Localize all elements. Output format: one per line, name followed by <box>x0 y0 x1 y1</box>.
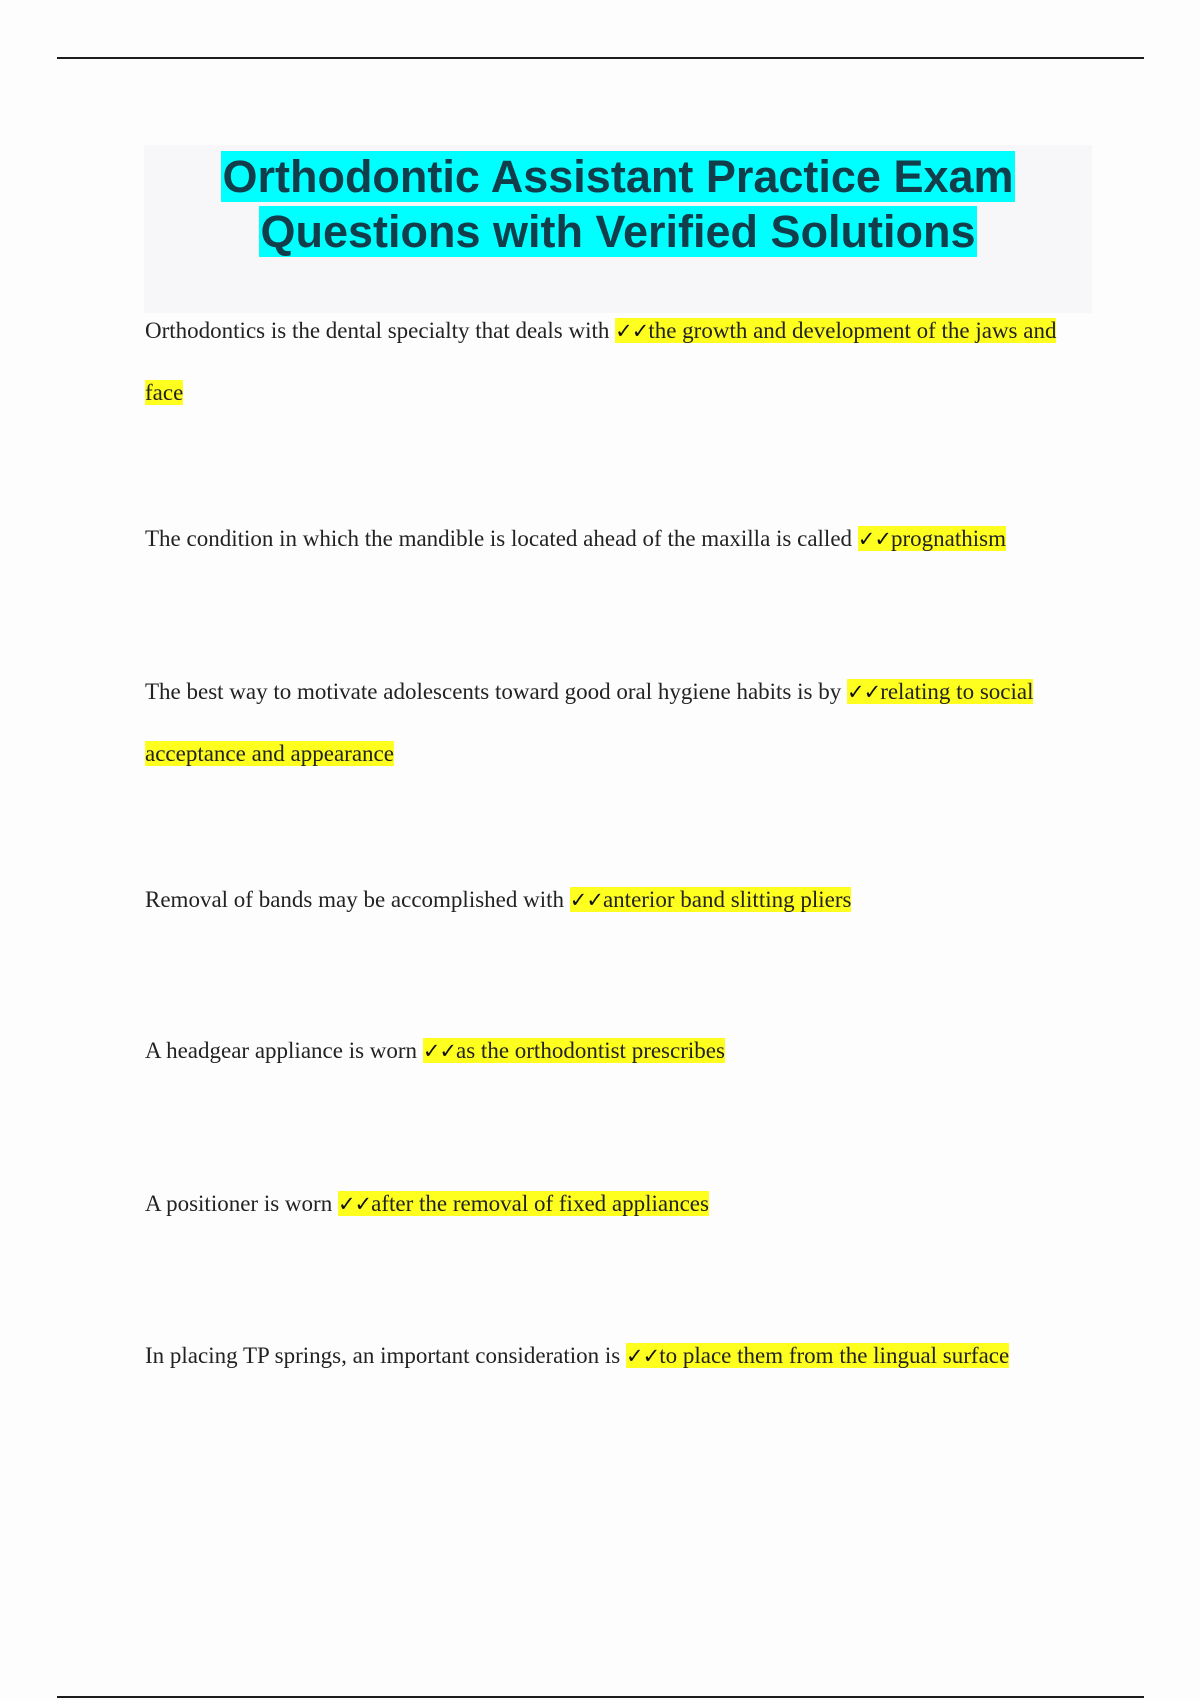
document-title <box>144 145 1092 259</box>
answer-highlight <box>858 526 1006 551</box>
double-check-icon: ✓✓ <box>857 527 891 551</box>
answer-highlight <box>626 1343 1009 1368</box>
answer-text: after the removal of fixed appliances <box>371 1191 709 1216</box>
qa-item-6 <box>145 1173 1095 1235</box>
double-check-icon: ✓✓ <box>422 1039 457 1063</box>
qa-item-3 <box>145 661 1095 784</box>
answer-highlight <box>423 1038 725 1063</box>
answer-text: as the orthodontist prescribes <box>456 1038 725 1063</box>
qa-item-7 <box>145 1325 1095 1387</box>
title-block <box>144 145 1092 313</box>
qa-item-5 <box>145 1020 1095 1082</box>
question-text: Orthodontics is the dental specialty that deals with <box>145 318 610 343</box>
answer-text: prognathism <box>890 526 1006 551</box>
question-text: A headgear appliance is worn <box>145 1038 418 1063</box>
title-line-2: Questions with Verified Solutions <box>260 206 976 257</box>
qa-item-1 <box>145 300 1095 423</box>
title-line-1: Orthodontic Assistant Practice Exam <box>222 151 1014 202</box>
answer-text: the growth and development of the jaws and face <box>145 318 1057 405</box>
qa-item-4 <box>145 869 1095 931</box>
question-text: The condition in which the mandible is located ahead of the maxilla is called <box>145 526 853 551</box>
answer-highlight <box>570 887 852 912</box>
answer-text: relating to social acceptance and appearance <box>145 679 1034 766</box>
question-text: The best way to motivate adolescents toward good oral hygiene habits is by <box>145 679 842 704</box>
answer-text: to place them from the lingual surface <box>659 1343 1010 1368</box>
header-rule <box>57 57 1144 59</box>
question-text: A positioner is worn <box>145 1191 333 1216</box>
question-text: In placing TP springs, an important consideration is <box>145 1343 621 1368</box>
double-check-icon: ✓✓ <box>337 1192 372 1216</box>
double-check-icon: ✓✓ <box>615 319 649 343</box>
answer-highlight <box>338 1191 709 1216</box>
double-check-icon: ✓✓ <box>626 1344 660 1368</box>
footer-rule <box>57 1696 1144 1698</box>
double-check-icon: ✓✓ <box>846 680 881 704</box>
double-check-icon: ✓✓ <box>569 888 603 912</box>
question-text: Removal of bands may be accomplished with <box>145 887 565 912</box>
answer-text: anterior band slitting pliers <box>602 887 852 912</box>
qa-item-2 <box>145 508 1095 570</box>
